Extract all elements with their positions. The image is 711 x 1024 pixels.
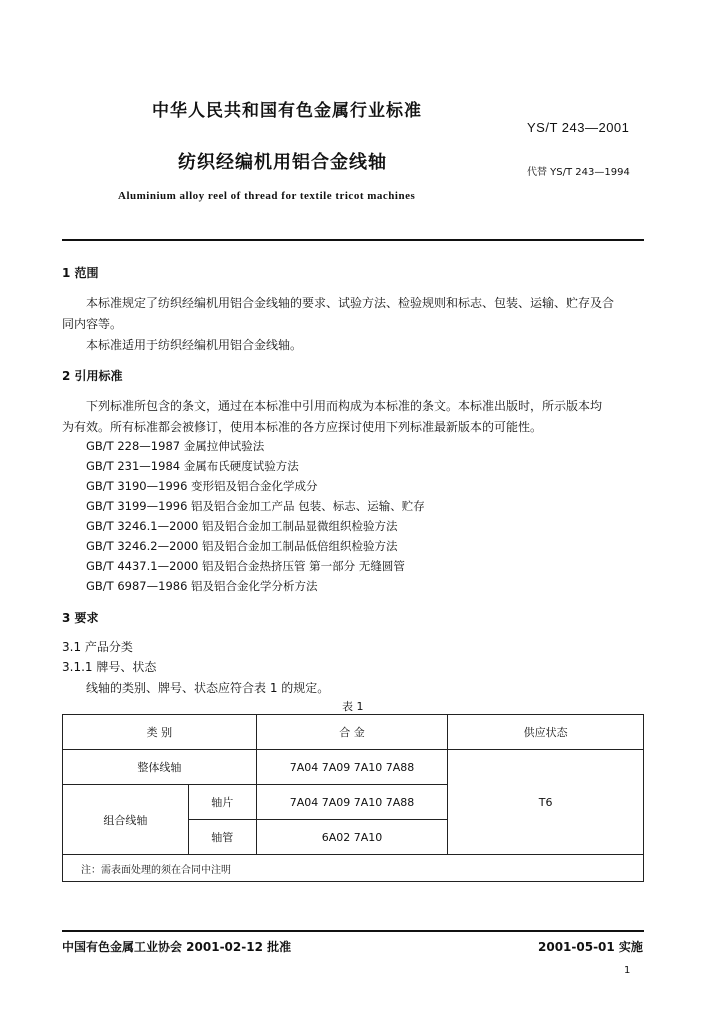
table-note: 注：需表面处理的须在合同中注明: [63, 855, 644, 882]
cell-combined-reel: 组合线轴: [63, 785, 189, 855]
reference-item: GB/T 228—1987 金属拉伸试验法: [86, 439, 265, 453]
cell-whole-reel-alloys: 7A04 7A09 7A10 7A88: [256, 750, 448, 785]
reference-item: GB/T 4437.1—2000 铝及铝合金热挤压管 第一部分 无缝圆管: [86, 559, 405, 573]
reference-item: GB/T 231—1984 金属布氏硬度试验方法: [86, 459, 299, 473]
approval-info: 中国有色金属工业协会 2001-02-12 批准: [62, 940, 292, 954]
cell-plate: 轴片: [188, 785, 256, 820]
reference-item: GB/T 3199—1996 铝及铝合金加工产品 包装、标志、运输、贮存: [86, 499, 425, 513]
section-1-para-1-line-1: 本标准规定了纺织经编机用铝合金线轴的要求、试验方法、检验规则和标志、包装、运输、贮存及合: [86, 296, 615, 310]
section-2-intro-line-2: 为有效。所有标准都会被修订，使用本标准的各方应探讨使用下列标准最新版本的可能性。: [62, 420, 543, 434]
table-1: [62, 714, 644, 882]
subsection-3-1-1-text: 线轴的类别、牌号、状态应符合表 1 的规定。: [86, 681, 330, 695]
document-title-english: Aluminium alloy reel of thread for textile tricot machines: [118, 190, 416, 202]
section-1-para-1-line-2: 同内容等。: [62, 317, 123, 331]
reference-item: GB/T 6987—1986 铝及铝合金化学分析方法: [86, 579, 318, 593]
document-title: 纺织经编机用铝合金线轴: [178, 152, 387, 173]
standard-category: 中华人民共和国有色金属行业标准: [152, 101, 422, 121]
header-supply-state: 供应状态: [448, 715, 644, 750]
cell-supply-state: T6: [448, 750, 644, 855]
subsection-3-1: 3.1 产品分类: [62, 640, 133, 654]
cell-whole-reel: 整体线轴: [63, 750, 257, 785]
reference-item: GB/T 3246.1—2000 铝及铝合金加工制品显微组织检验方法: [86, 519, 398, 533]
reference-item: GB/T 3246.2—2000 铝及铝合金加工制品低倍组织检验方法: [86, 539, 398, 553]
table-note-row: [63, 855, 644, 882]
section-2-intro-line-1: 下列标准所包含的条文，通过在本标准中引用而构成为本标准的条文。本标准出版时，所示版本均: [86, 399, 603, 413]
standard-code: YS/T 243—2001: [527, 120, 630, 135]
table-header-row: [63, 715, 644, 750]
cell-tube-alloys: 6A02 7A10: [256, 820, 448, 855]
reference-item: GB/T 3190—1996 变形铝及铝合金化学成分: [86, 479, 318, 493]
section-3-heading: 3 要求: [62, 611, 99, 625]
header-alloy: 合 金: [256, 715, 448, 750]
header-category: 类 别: [63, 715, 257, 750]
section-1-para-2: 本标准适用于纺织经编机用铝合金线轴。: [86, 338, 303, 352]
section-1-heading: 1 范围: [62, 266, 99, 280]
cell-plate-alloys: 7A04 7A09 7A10 7A88: [256, 785, 448, 820]
table-row: [63, 750, 644, 785]
subsection-3-1-1: 3.1.1 牌号、状态: [62, 660, 157, 674]
header-divider: [62, 239, 644, 241]
page-number: 1: [624, 965, 631, 976]
table-caption: 表 1: [342, 700, 364, 713]
section-2-heading: 2 引用标准: [62, 369, 123, 383]
footer-divider: [62, 930, 644, 932]
implementation-date: 2001-05-01 实施: [538, 940, 643, 954]
replaces-standard: 代替 YS/T 243—1994: [527, 167, 630, 178]
cell-tube: 轴管: [188, 820, 256, 855]
